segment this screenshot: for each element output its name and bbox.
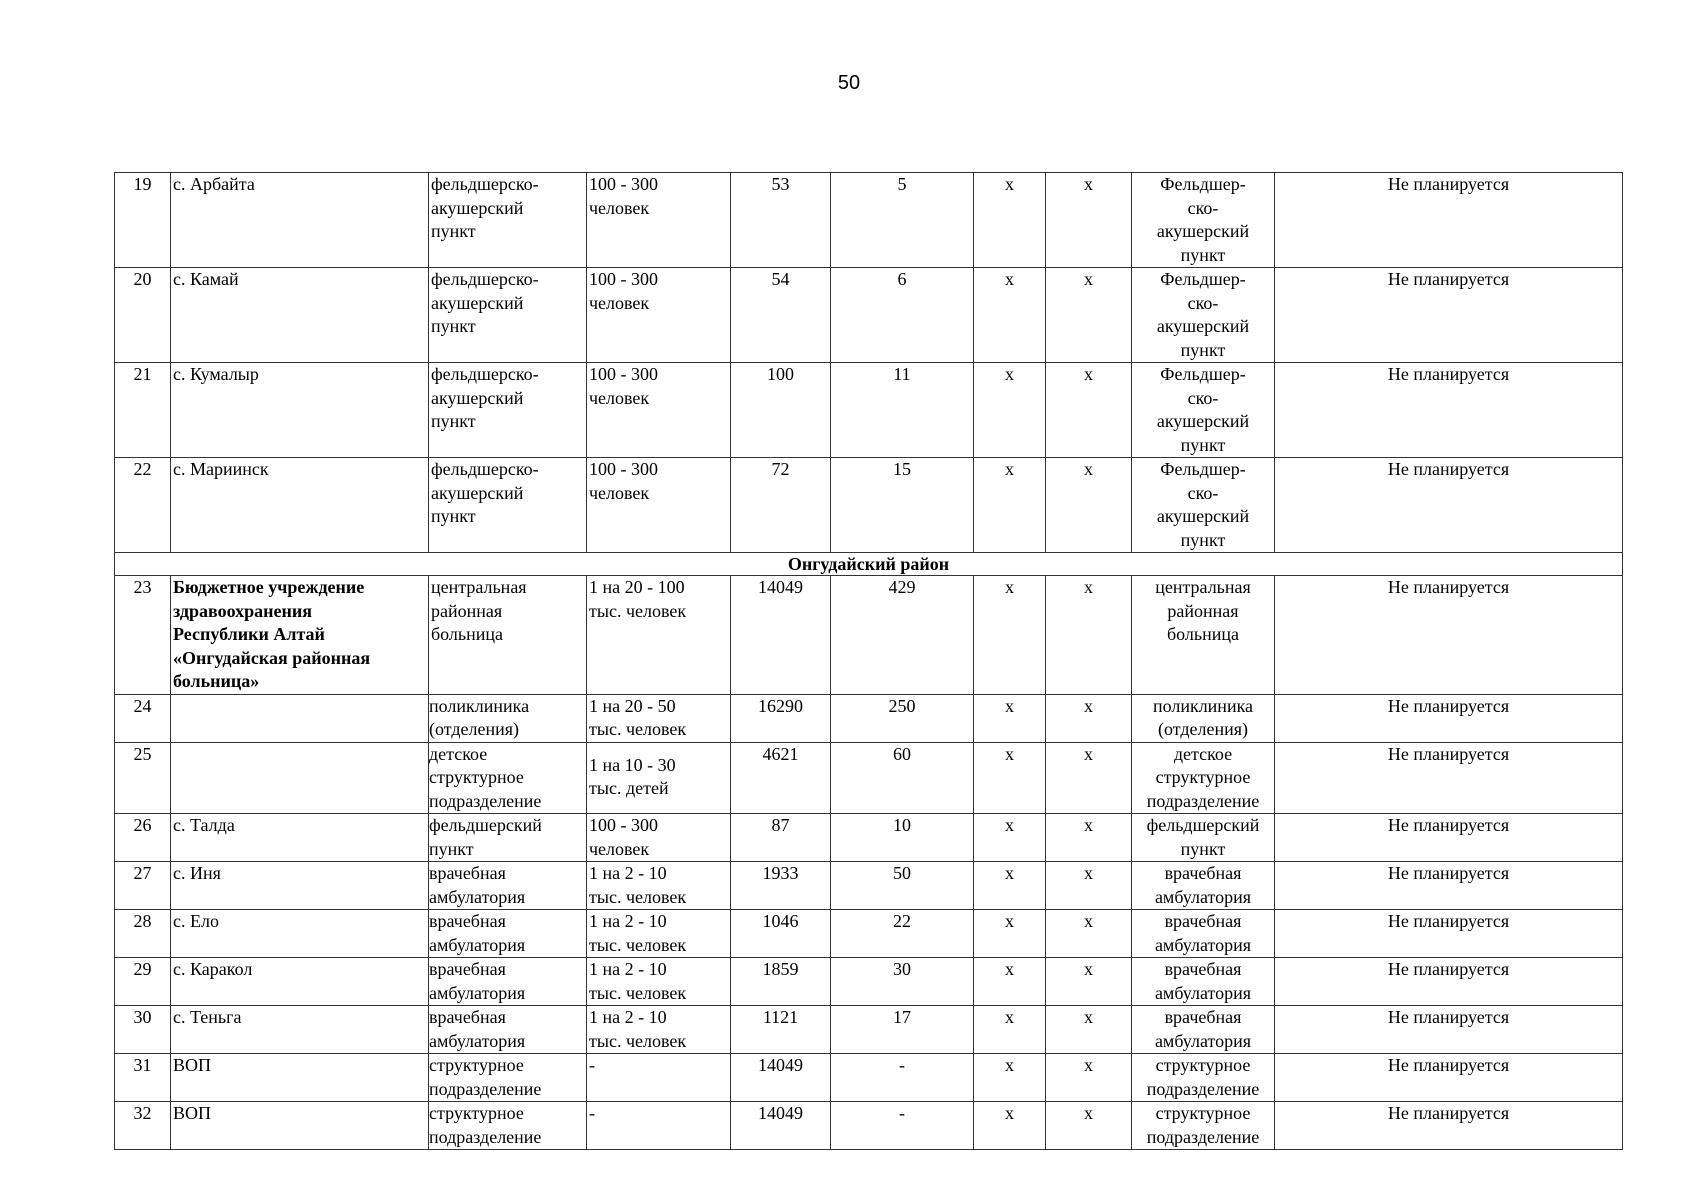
mark-2-text: х [1084, 959, 1093, 979]
planned-facility-type-text: врачебная амбулатория [1154, 863, 1252, 907]
planned-facility-type-text: фельдшерский пункт [1146, 815, 1260, 859]
facility-name-text: Бюджетное учреждение здравоохранения Республики Алтай «Онгудайская районная больница» [173, 577, 371, 691]
capacity-norm-text: 100 - 300 человек [589, 459, 658, 503]
planning-status [1275, 1006, 1623, 1054]
table-row [115, 1054, 1623, 1102]
planning-status-text: Не планируется [1387, 577, 1510, 597]
row-number-text: 25 [133, 743, 152, 764]
facility-name-text: с. Арбайта [173, 174, 255, 194]
planning-status [1275, 173, 1623, 268]
planning-status [1275, 910, 1623, 958]
facility-type-text: фельдшерско- акушерский пункт [431, 174, 539, 241]
value-population-text: 72 [771, 459, 790, 479]
facility-name [171, 910, 429, 958]
value-capacity-text: 250 [888, 695, 916, 716]
row-number [115, 363, 171, 458]
mark-2-text: х [1084, 695, 1093, 716]
facility-name-text: ВОП [173, 1103, 212, 1123]
row-number-text: 31 [133, 1055, 152, 1075]
capacity-norm-text: 1 на 20 - 50 тыс. человек [589, 695, 687, 739]
value-population [731, 1054, 831, 1102]
facility-type-text: детское структурное подразделение [429, 743, 542, 811]
mark-2 [1046, 958, 1132, 1006]
planned-facility-type [1132, 1006, 1275, 1054]
value-population-text: 14049 [758, 577, 803, 597]
mark-2-text: х [1084, 815, 1093, 835]
mark-2-text: х [1084, 911, 1093, 931]
value-capacity-text: 50 [893, 863, 911, 883]
mark-2 [1046, 694, 1132, 742]
capacity-norm-text: 1 на 20 - 100 тыс. человек [589, 577, 687, 621]
table-row [115, 814, 1623, 862]
planned-facility-type-text: врачебная амбулатория [1154, 959, 1252, 1003]
row-number-text: 22 [133, 459, 152, 479]
table-row [115, 958, 1623, 1006]
mark-1-text: х [1005, 743, 1014, 764]
capacity-norm [587, 1102, 731, 1150]
planned-facility-type-text: детское структурное подразделение [1146, 743, 1260, 811]
facility-name [171, 958, 429, 1006]
row-number [115, 694, 171, 742]
planned-facility-type-text: Фельдшер- ско- акушерский пункт [1156, 174, 1250, 265]
capacity-norm [587, 694, 731, 742]
mark-2-text: х [1084, 459, 1093, 479]
value-capacity-text: - [899, 1103, 905, 1123]
capacity-norm [587, 958, 731, 1006]
value-population [731, 173, 831, 268]
facility-name-text: с. Камай [173, 269, 239, 289]
facility-type-text: центральная районная больница [431, 577, 527, 644]
value-capacity [831, 814, 974, 862]
value-capacity-text: 6 [897, 269, 907, 289]
value-capacity [831, 363, 974, 458]
mark-2 [1046, 814, 1132, 862]
facility-type-text: фельдшерско- акушерский пункт [431, 459, 539, 526]
row-number [115, 910, 171, 958]
mark-1 [974, 458, 1046, 553]
facility-type [429, 268, 587, 363]
row-number [115, 814, 171, 862]
capacity-norm [587, 363, 731, 458]
facility-name-text: ВОП [173, 1055, 212, 1075]
facility-name-text: с. Теньга [173, 1007, 242, 1027]
mark-2-text: х [1084, 1103, 1093, 1123]
value-population-text: 1046 [762, 911, 799, 931]
planned-facility-type-text: структурное подразделение [1146, 1103, 1260, 1147]
planned-facility-type-text: поликлиника (отделения) [1152, 695, 1254, 739]
planned-facility-type [1132, 958, 1275, 1006]
planning-status-text: Не планируется [1387, 269, 1510, 289]
facility-type [429, 458, 587, 553]
mark-2 [1046, 1054, 1132, 1102]
facility-name [171, 862, 429, 910]
facility-name [171, 742, 429, 814]
planning-status-text: Не планируется [1387, 695, 1510, 716]
value-capacity-text: 22 [893, 911, 911, 931]
planning-status-text: Не планируется [1387, 743, 1510, 764]
row-number-text: 32 [133, 1103, 152, 1123]
planning-status-text: Не планируется [1387, 1007, 1510, 1027]
facility-type [429, 742, 587, 814]
capacity-norm [587, 1006, 731, 1054]
capacity-norm [587, 173, 731, 268]
value-population [731, 576, 831, 695]
facility-name [171, 458, 429, 553]
planned-facility-type [1132, 814, 1275, 862]
value-population [731, 1102, 831, 1150]
value-capacity [831, 268, 974, 363]
value-capacity [831, 576, 974, 695]
mark-2 [1046, 1006, 1132, 1054]
facility-name [171, 694, 429, 742]
mark-1-text: х [1005, 911, 1014, 931]
value-capacity-text: 60 [893, 743, 911, 764]
page-number: 50 [837, 72, 861, 94]
planning-status-text: Не планируется [1387, 364, 1510, 384]
mark-1-text: х [1005, 815, 1014, 835]
value-population-text: 1121 [762, 1007, 799, 1027]
planned-facility-type [1132, 576, 1275, 695]
facility-type [429, 363, 587, 458]
facility-type [429, 1006, 587, 1054]
facility-name [171, 173, 429, 268]
mark-1-text: х [1005, 364, 1014, 384]
facility-type [429, 694, 587, 742]
value-capacity-text: 17 [893, 1007, 911, 1027]
row-number [115, 268, 171, 363]
value-population [731, 268, 831, 363]
table-row [115, 458, 1623, 553]
planned-facility-type [1132, 742, 1275, 814]
value-population-text: 100 [767, 364, 794, 384]
planning-status [1275, 576, 1623, 695]
capacity-norm-text: 1 на 2 - 10 тыс. человек [589, 911, 687, 955]
district-header-row [115, 553, 1623, 576]
row-number [115, 1054, 171, 1102]
capacity-norm [587, 814, 731, 862]
value-population-text: 14049 [758, 1055, 803, 1075]
value-population [731, 910, 831, 958]
row-number-text: 20 [133, 269, 152, 289]
planning-status [1275, 1102, 1623, 1150]
capacity-norm-text: 1 на 2 - 10 тыс. человек [589, 1007, 687, 1051]
mark-2 [1046, 742, 1132, 814]
mark-1 [974, 742, 1046, 814]
facility-name-text: с. Иня [173, 863, 221, 883]
facility-type [429, 958, 587, 1006]
mark-1-text: х [1005, 695, 1014, 716]
value-capacity-text: 429 [888, 577, 916, 597]
planning-status-text: Не планируется [1387, 174, 1510, 194]
planned-facility-type [1132, 694, 1275, 742]
planning-status [1275, 742, 1623, 814]
capacity-norm [587, 862, 731, 910]
planned-facility-type-text: Фельдшер- ско- акушерский пункт [1156, 364, 1250, 455]
facility-type-text: структурное подразделение [429, 1103, 542, 1147]
row-number [115, 173, 171, 268]
value-population-text: 4621 [762, 743, 799, 764]
facility-type [429, 910, 587, 958]
planned-facility-type-text: врачебная амбулатория [1154, 911, 1252, 955]
planning-status [1275, 458, 1623, 553]
facility-type [429, 1102, 587, 1150]
value-capacity [831, 458, 974, 553]
value-capacity-text: 30 [893, 959, 911, 979]
facility-name-text: с. Талда [173, 815, 235, 835]
value-capacity-text: 15 [893, 459, 911, 479]
value-population [731, 363, 831, 458]
table-row [115, 363, 1623, 458]
mark-1-text: х [1005, 1055, 1014, 1075]
mark-1 [974, 694, 1046, 742]
capacity-norm [587, 742, 731, 814]
planned-facility-type-text: структурное подразделение [1146, 1055, 1260, 1099]
row-number [115, 862, 171, 910]
row-number-text: 21 [133, 364, 152, 384]
value-population-text: 14049 [758, 1103, 803, 1123]
row-number-text: 19 [133, 174, 152, 194]
facility-name [171, 576, 429, 695]
mark-2 [1046, 1102, 1132, 1150]
mark-1-text: х [1005, 269, 1014, 289]
value-population-text: 87 [771, 815, 790, 835]
value-population [731, 742, 831, 814]
planning-status [1275, 363, 1623, 458]
facility-type-text: врачебная амбулатория [429, 911, 526, 955]
mark-1-text: х [1005, 174, 1014, 194]
planning-status-text: Не планируется [1387, 815, 1510, 835]
mark-2-text: х [1084, 174, 1093, 194]
planning-status-text: Не планируется [1387, 1055, 1510, 1075]
capacity-norm-text: 100 - 300 человек [589, 364, 658, 408]
facility-type-text: структурное подразделение [429, 1055, 542, 1099]
mark-2-text: х [1084, 364, 1093, 384]
capacity-norm-text: 100 - 300 человек [589, 815, 658, 859]
planning-status-text: Не планируется [1387, 459, 1510, 479]
facility-type [429, 1054, 587, 1102]
row-number-text: 24 [133, 695, 152, 716]
facility-name [171, 814, 429, 862]
planning-status [1275, 814, 1623, 862]
planning-status [1275, 1054, 1623, 1102]
facility-type-text: врачебная амбулатория [429, 863, 526, 907]
facility-type-text: поликлиника (отделения) [429, 695, 530, 739]
mark-2-text: х [1084, 1007, 1093, 1027]
capacity-norm-text: - [589, 1055, 595, 1075]
facility-name [171, 268, 429, 363]
table-row [115, 862, 1623, 910]
planned-facility-type [1132, 1054, 1275, 1102]
facility-name [171, 1006, 429, 1054]
planning-status [1275, 958, 1623, 1006]
planned-facility-type [1132, 458, 1275, 553]
capacity-norm [587, 458, 731, 553]
value-capacity [831, 910, 974, 958]
facility-type [429, 862, 587, 910]
capacity-norm-text: 1 на 2 - 10 тыс. человек [589, 863, 687, 907]
mark-1-text: х [1005, 1007, 1014, 1027]
planned-facility-type [1132, 1102, 1275, 1150]
planning-status [1275, 268, 1623, 363]
value-population-text: 1859 [762, 959, 799, 979]
row-number [115, 742, 171, 814]
planned-facility-type [1132, 173, 1275, 268]
value-population-text: 53 [771, 174, 790, 194]
mark-1-text: х [1005, 959, 1014, 979]
row-number-text: 29 [133, 959, 152, 979]
planned-facility-type-text: Фельдшер- ско- акушерский пункт [1156, 269, 1250, 360]
mark-2-text: х [1084, 269, 1093, 289]
planning-status [1275, 694, 1623, 742]
value-capacity [831, 694, 974, 742]
mark-2 [1046, 363, 1132, 458]
planned-facility-type [1132, 862, 1275, 910]
value-capacity [831, 173, 974, 268]
planning-status [1275, 862, 1623, 910]
value-population [731, 814, 831, 862]
value-population-text: 54 [771, 269, 790, 289]
mark-2-text: х [1084, 577, 1093, 597]
facility-type [429, 173, 587, 268]
row-number [115, 458, 171, 553]
row-number-text: 28 [133, 911, 152, 931]
planned-facility-type-text: центральная районная больница [1155, 577, 1251, 644]
mark-1 [974, 1054, 1046, 1102]
mark-2 [1046, 862, 1132, 910]
district-name: Онгудайский район [115, 553, 1623, 576]
capacity-norm [587, 268, 731, 363]
row-number [115, 1102, 171, 1150]
table-row [115, 576, 1623, 695]
planned-facility-type [1132, 268, 1275, 363]
mark-1-text: х [1005, 577, 1014, 597]
planned-facility-type [1132, 363, 1275, 458]
row-number-text: 23 [133, 577, 152, 597]
table-row [115, 1102, 1623, 1150]
value-population [731, 458, 831, 553]
mark-1-text: х [1005, 459, 1014, 479]
facility-type-text: фельдшерско- акушерский пункт [431, 364, 539, 431]
mark-1-text: х [1005, 1103, 1014, 1123]
value-capacity-text: 11 [893, 364, 911, 384]
value-capacity [831, 742, 974, 814]
capacity-norm-text: 1 на 2 - 10 тыс. человек [589, 959, 687, 1003]
value-population [731, 862, 831, 910]
mark-2-text: х [1084, 743, 1093, 764]
mark-2 [1046, 576, 1132, 695]
value-capacity [831, 1102, 974, 1150]
mark-1 [974, 173, 1046, 268]
capacity-norm [587, 1054, 731, 1102]
row-number-text: 27 [133, 863, 152, 883]
facility-type [429, 814, 587, 862]
mark-1 [974, 958, 1046, 1006]
planning-status-text: Не планируется [1387, 863, 1510, 883]
mark-1 [974, 910, 1046, 958]
mark-2-text: х [1084, 1055, 1093, 1075]
mark-1-text: х [1005, 863, 1014, 883]
facility-type-text: фельдшерский пункт [429, 815, 542, 859]
value-population [731, 694, 831, 742]
row-number-text: 30 [133, 1007, 152, 1027]
value-population [731, 958, 831, 1006]
capacity-norm [587, 910, 731, 958]
value-capacity [831, 958, 974, 1006]
mark-1 [974, 814, 1046, 862]
facility-name-text: с. Ело [173, 911, 219, 931]
facility-type-text: фельдшерско- акушерский пункт [431, 269, 539, 336]
value-population-text: 1933 [762, 863, 799, 883]
planning-status-text: Не планируется [1387, 1103, 1510, 1123]
value-population-text: 16290 [758, 695, 803, 716]
value-capacity-text: 5 [897, 174, 907, 194]
facility-name [171, 363, 429, 458]
row-number [115, 1006, 171, 1054]
table-row [115, 910, 1623, 958]
capacity-norm-text: - [589, 1103, 595, 1123]
facility-name [171, 1054, 429, 1102]
facility-name-text: с. Кумалыр [173, 364, 259, 384]
facility-name-text: с. Каракол [173, 959, 253, 979]
table-row [115, 1006, 1623, 1054]
planning-status-text: Не планируется [1387, 911, 1510, 931]
table-row [115, 173, 1623, 268]
planned-facility-type-text: врачебная амбулатория [1154, 1007, 1252, 1051]
mark-1 [974, 576, 1046, 695]
row-number [115, 958, 171, 1006]
value-capacity [831, 1006, 974, 1054]
mark-2-text: х [1084, 863, 1093, 883]
mark-2 [1046, 173, 1132, 268]
facility-type [429, 576, 587, 695]
mark-1 [974, 268, 1046, 363]
capacity-norm [587, 576, 731, 695]
table-row [115, 268, 1623, 363]
row-number-text: 26 [133, 815, 152, 835]
facilities-table [114, 172, 1623, 1150]
value-capacity [831, 862, 974, 910]
facility-name-text: с. Мариинск [173, 459, 269, 479]
facility-type-text: врачебная амбулатория [429, 959, 526, 1003]
mark-2 [1046, 458, 1132, 553]
value-capacity [831, 1054, 974, 1102]
table-row [115, 742, 1623, 814]
mark-1 [974, 1006, 1046, 1054]
planned-facility-type [1132, 910, 1275, 958]
mark-1 [974, 862, 1046, 910]
capacity-norm-text: 100 - 300 человек [589, 174, 658, 218]
value-population [731, 1006, 831, 1054]
mark-2 [1046, 268, 1132, 363]
mark-1 [974, 1102, 1046, 1150]
facility-type-text: врачебная амбулатория [429, 1007, 526, 1051]
table-row [115, 694, 1623, 742]
planning-status-text: Не планируется [1387, 959, 1510, 979]
capacity-norm-text: 100 - 300 человек [589, 269, 658, 313]
value-capacity-text: - [899, 1055, 905, 1075]
row-number [115, 576, 171, 695]
facility-name [171, 1102, 429, 1150]
mark-2 [1046, 910, 1132, 958]
value-capacity-text: 10 [893, 815, 911, 835]
mark-1 [974, 363, 1046, 458]
capacity-norm-text: 1 на 10 - 30 тыс. детей [589, 754, 676, 798]
planned-facility-type-text: Фельдшер- ско- акушерский пункт [1156, 459, 1250, 550]
